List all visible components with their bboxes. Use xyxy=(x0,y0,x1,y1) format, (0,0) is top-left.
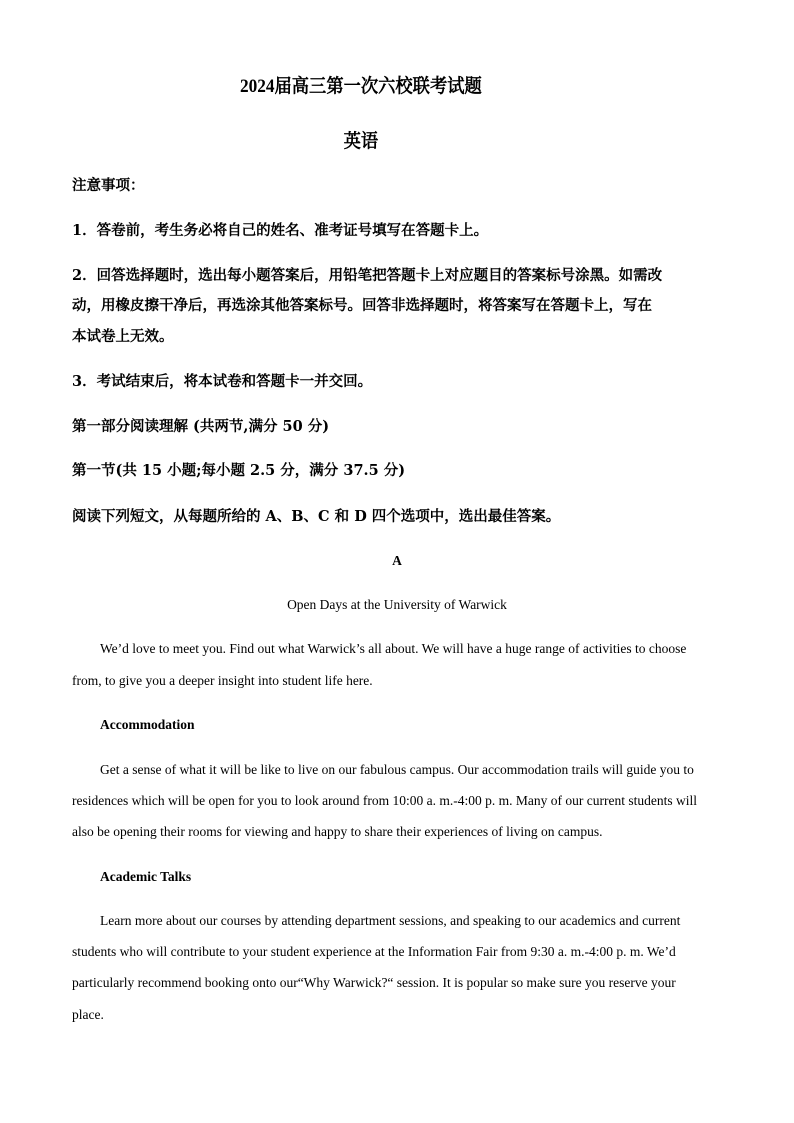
academic-line-4: place. xyxy=(72,1007,104,1022)
accommodation-heading: Accommodation xyxy=(100,717,195,732)
accommodation-line-1: Get a sense of what it will be like to live on our fabulous campus. Our accommodation trails will guide you to xyxy=(100,762,694,777)
note-item-3: 3．考试结束后，将本试卷和答题卡一并交回。 xyxy=(72,373,373,390)
subject-title: 英语 xyxy=(343,130,379,152)
section1-heading: 第一节(共 15 小题;每小题 2.5 分，满分 37.5 分) xyxy=(72,462,406,479)
note-item-2-line-2: 动，用橡皮擦干净后，再选涂其他答案标号。回答非选择题时，将答案写在答题卡上，写在 xyxy=(72,297,652,314)
reading-instruction: 阅读下列短文，从每题所给的 A、B、C 和 D 四个选项中，选出最佳答案。 xyxy=(72,508,561,525)
part1-heading: 第一部分阅读理解 (共两节,满分 50 分) xyxy=(72,418,330,435)
intro-line-2: from, to give you a deeper insight into student life here. xyxy=(72,673,373,688)
note-item-2-line-1: 2．回答选择题时，选出每小题答案后，用铅笔把答题卡上对应题目的答案标号涂黑。如需改 xyxy=(72,267,663,284)
intro-line-1: We’d love to meet you. Find out what Warwick’s all about. We will have a huge range of activities to choose xyxy=(100,641,687,656)
note-item-2-line-3: 本试卷上无效。 xyxy=(72,328,174,345)
notes-heading: 注意事项： xyxy=(72,177,145,194)
academic-line-2: students who will contribute to your student experience at the Information Fair from 9:30 a. m.-4:00 p. m. We’d xyxy=(72,944,676,959)
note-item-1: 1．答卷前，考生务必将自己的姓名、准考证号填写在答题卡上。 xyxy=(72,222,489,239)
passage-title: Open Days at the University of Warwick xyxy=(287,597,507,612)
accommodation-line-3: also be opening their rooms for viewing and happy to share their experiences of living on campus. xyxy=(72,824,603,839)
academic-line-3: particularly recommend booking onto our“Why Warwick?“ session. It is popular so make sure you reserve your xyxy=(72,975,676,990)
accommodation-line-2: residences which will be open for you to look around from 10:00 a. m.-4:00 p. m. Many of our current students will xyxy=(72,793,698,808)
exam-title: 2024届高三第一次六校联考试题 xyxy=(239,76,482,97)
academic-heading: Academic Talks xyxy=(100,869,192,884)
academic-line-1: Learn more about our courses by attending department sessions, and speaking to our academics and current xyxy=(100,913,681,928)
passage-label: A xyxy=(392,553,402,568)
